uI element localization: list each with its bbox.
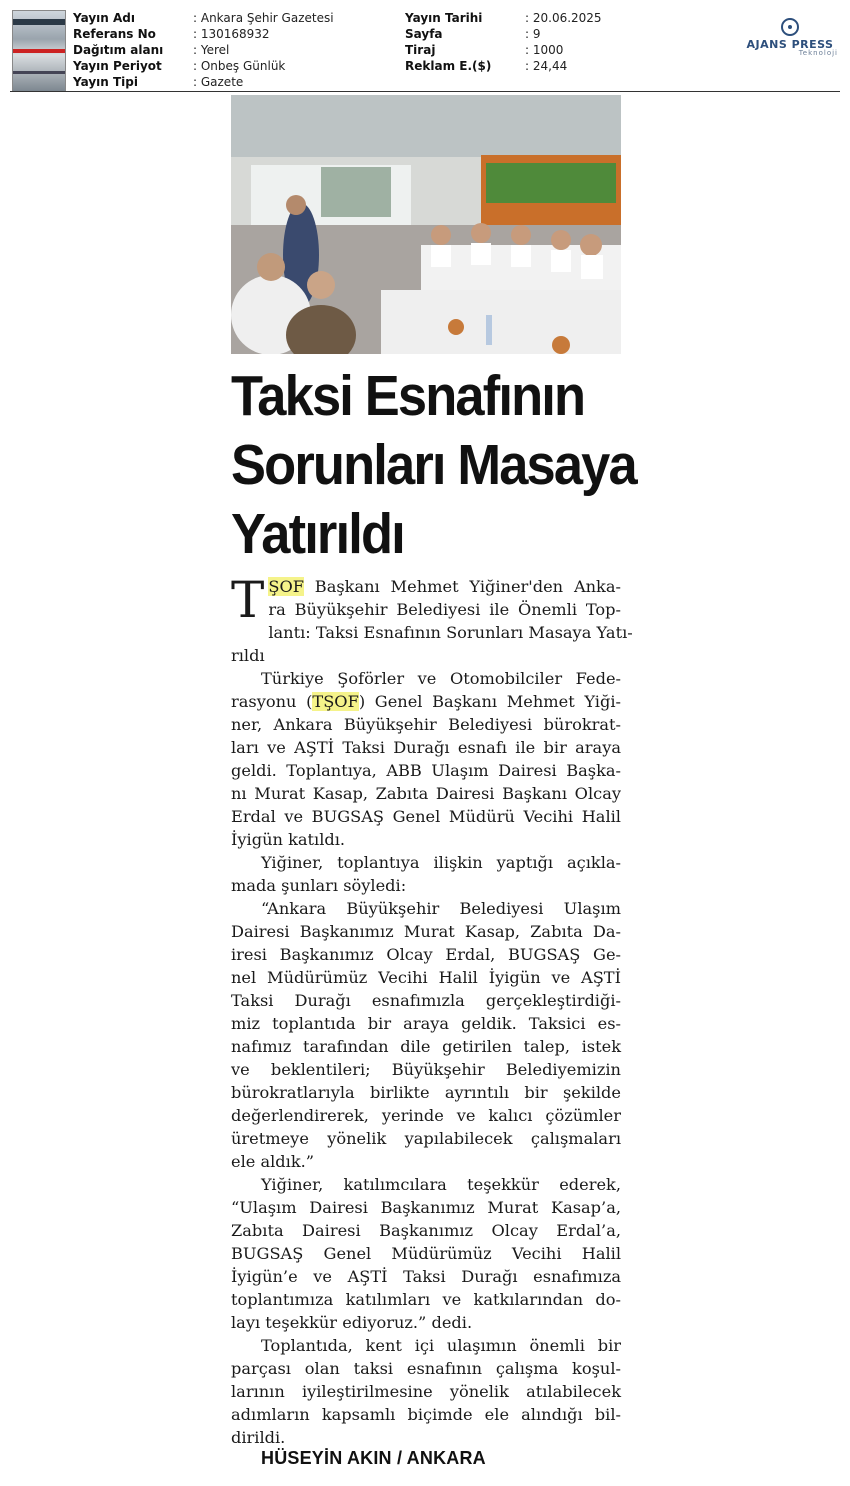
text-line: layı teşekkür ediyoruz.” dedi. <box>231 1313 473 1332</box>
text-line: Yiğiner, katılımcılara teşekkür ederek, <box>261 1175 621 1194</box>
meta-value: : 20.06.2025 <box>525 11 602 25</box>
text-line: dirildi. <box>231 1428 286 1447</box>
text-line: nafımız tarafından dile getirilen talep, istek <box>231 1037 621 1056</box>
text-line <box>231 575 621 598</box>
headline-line: Yatırıldı <box>231 502 404 566</box>
meta-value: : Gazete <box>193 75 244 89</box>
meta-value: : 130168932 <box>193 27 270 41</box>
text-line: ele aldık.” <box>231 1152 315 1171</box>
text-line: BUGSAŞ Genel Müdürümüz Vecihi Halil <box>231 1244 621 1263</box>
text-line: üretmeye yönelik yapılabilecek çalışmaları <box>231 1129 621 1148</box>
article-lead <box>231 571 633 667</box>
meta-label: Referans No <box>73 27 156 41</box>
text-line: iresi Başkanımız Olcay Erdal, BUGSAŞ Ge- <box>231 945 621 964</box>
text-line: nel Müdürümüz Vecihi Halil İyigün ve AŞTİ <box>231 968 621 987</box>
newspaper-thumbnail <box>12 10 66 92</box>
logo-subtitle: Teknoloji <box>798 49 838 57</box>
logo-name: AJANS PRESS <box>746 38 834 51</box>
meta-value: : 24,44 <box>525 59 568 73</box>
header-divider <box>10 91 840 92</box>
text-line: mada şunları söyledi: <box>231 876 407 895</box>
text-line: geldi. Toplantıya, ABB Ulaşım Dairesi Başka- <box>231 761 621 780</box>
meeting-photo-illustration <box>231 95 621 354</box>
text-line: “Ankara Büyükşehir Belediyesi Ulaşım <box>261 899 621 918</box>
text-line: ve beklentileri; Büyükşehir Belediyemizin <box>231 1060 621 1079</box>
text-run: ) Genel Başkanı Mehmet Yiği- <box>358 692 621 711</box>
text-run: rasyonu ( <box>231 692 313 711</box>
text-line: İyigün’e ve AŞTİ Taksi Durağı esnafımıza <box>231 1267 621 1286</box>
text-line: parçası olan taksi esnafının çalışma koşul- <box>231 1359 621 1378</box>
meta-value: : Ankara Şehir Gazetesi <box>193 11 334 25</box>
headline-line: Taksi Esnafının <box>231 364 585 428</box>
text-line: larının iyileştirilmesine yönelik atılabilecek <box>231 1382 621 1401</box>
text-run: Başkanı Mehmet Yiğiner'den Anka- <box>303 577 621 596</box>
drop-cap: T <box>231 571 265 629</box>
article-body <box>231 571 633 1449</box>
meta-label: Yayın Tarihi <box>405 11 483 25</box>
meta-label: Yayın Tipi <box>73 75 138 89</box>
text-line: adımların kapsamlı biçimde ele alındığı bil- <box>231 1405 621 1424</box>
meta-label: Reklam E.($) <box>405 59 492 73</box>
text-line: ra Büyükşehir Belediyesi ile Önemli Top- <box>268 600 621 619</box>
meta-label: Yayın Periyot <box>73 59 162 73</box>
ajans-press-logo <box>742 18 838 62</box>
publication-meta-left <box>73 10 334 90</box>
text-line: “Ulaşım Dairesi Başkanımız Murat Kasap’a, <box>231 1198 621 1217</box>
article-byline: HÜSEYİN AKIN / ANKARA <box>261 1448 486 1468</box>
meta-value: : 9 <box>525 27 541 41</box>
text-line: rıldı <box>231 646 265 665</box>
article-headline <box>231 362 636 569</box>
highlighted-term: ŞOF <box>268 577 304 596</box>
text-line: Türkiye Şoförler ve Otomobilciler Fede- <box>261 669 621 688</box>
text-line: Zabıta Dairesi Başkanımız Olcay Erdal’a, <box>231 1221 621 1240</box>
text-line: Erdal ve BUGSAŞ Genel Müdürü Vecihi Halil <box>231 807 621 826</box>
text-line: nı Murat Kasap, Zabıta Dairesi Başkanı Olcay <box>231 784 621 803</box>
compass-icon <box>781 18 799 36</box>
meta-label: Dağıtım alanı <box>73 43 164 57</box>
meta-value: : Onbeş Günlük <box>193 59 286 73</box>
meta-label: Tiraj <box>405 43 436 57</box>
publication-meta-right <box>405 10 602 74</box>
meta-value: : Yerel <box>193 43 230 57</box>
text-line: bürokratlarıyla birlikte ayrıntılı bir şekilde <box>231 1083 621 1102</box>
text-line: toplantımıza katılımları ve katkılarından do- <box>231 1290 621 1309</box>
text-line: lantı: Taksi Esnafının Sorunları Masaya Yatı- <box>268 623 633 642</box>
text-line: değerlendirerek, yerinde ve kalıcı çözümler <box>231 1106 621 1125</box>
text-line: Taksi Durağı esnafımızla gerçekleştirdiği- <box>231 991 621 1010</box>
text-line: Dairesi Başkanımız Murat Kasap, Zabıta Da- <box>231 922 621 941</box>
meta-label: Yayın Adı <box>73 11 135 25</box>
text-line: İyigün katıldı. <box>231 830 346 849</box>
highlighted-term: TŞOF <box>312 692 359 711</box>
meta-label: Sayfa <box>405 27 443 41</box>
text-line: miz toplantıda bir araya geldik. Taksici es- <box>231 1014 621 1033</box>
meeting-photo <box>231 95 621 354</box>
text-line: ner, Ankara Büyükşehir Belediyesi bürokrat- <box>231 715 621 734</box>
text-line <box>231 690 621 713</box>
headline-line: Sorunları Masaya <box>231 433 636 497</box>
text-line: Toplantıda, kent içi ulaşımın önemli bir <box>261 1336 621 1355</box>
text-line: ları ve AŞTİ Taksi Durağı esnafı ile bir araya <box>231 738 621 757</box>
text-line: Yiğiner, toplantıya ilişkin yaptığı açıkla- <box>261 853 621 872</box>
meta-value: : 1000 <box>525 43 564 57</box>
